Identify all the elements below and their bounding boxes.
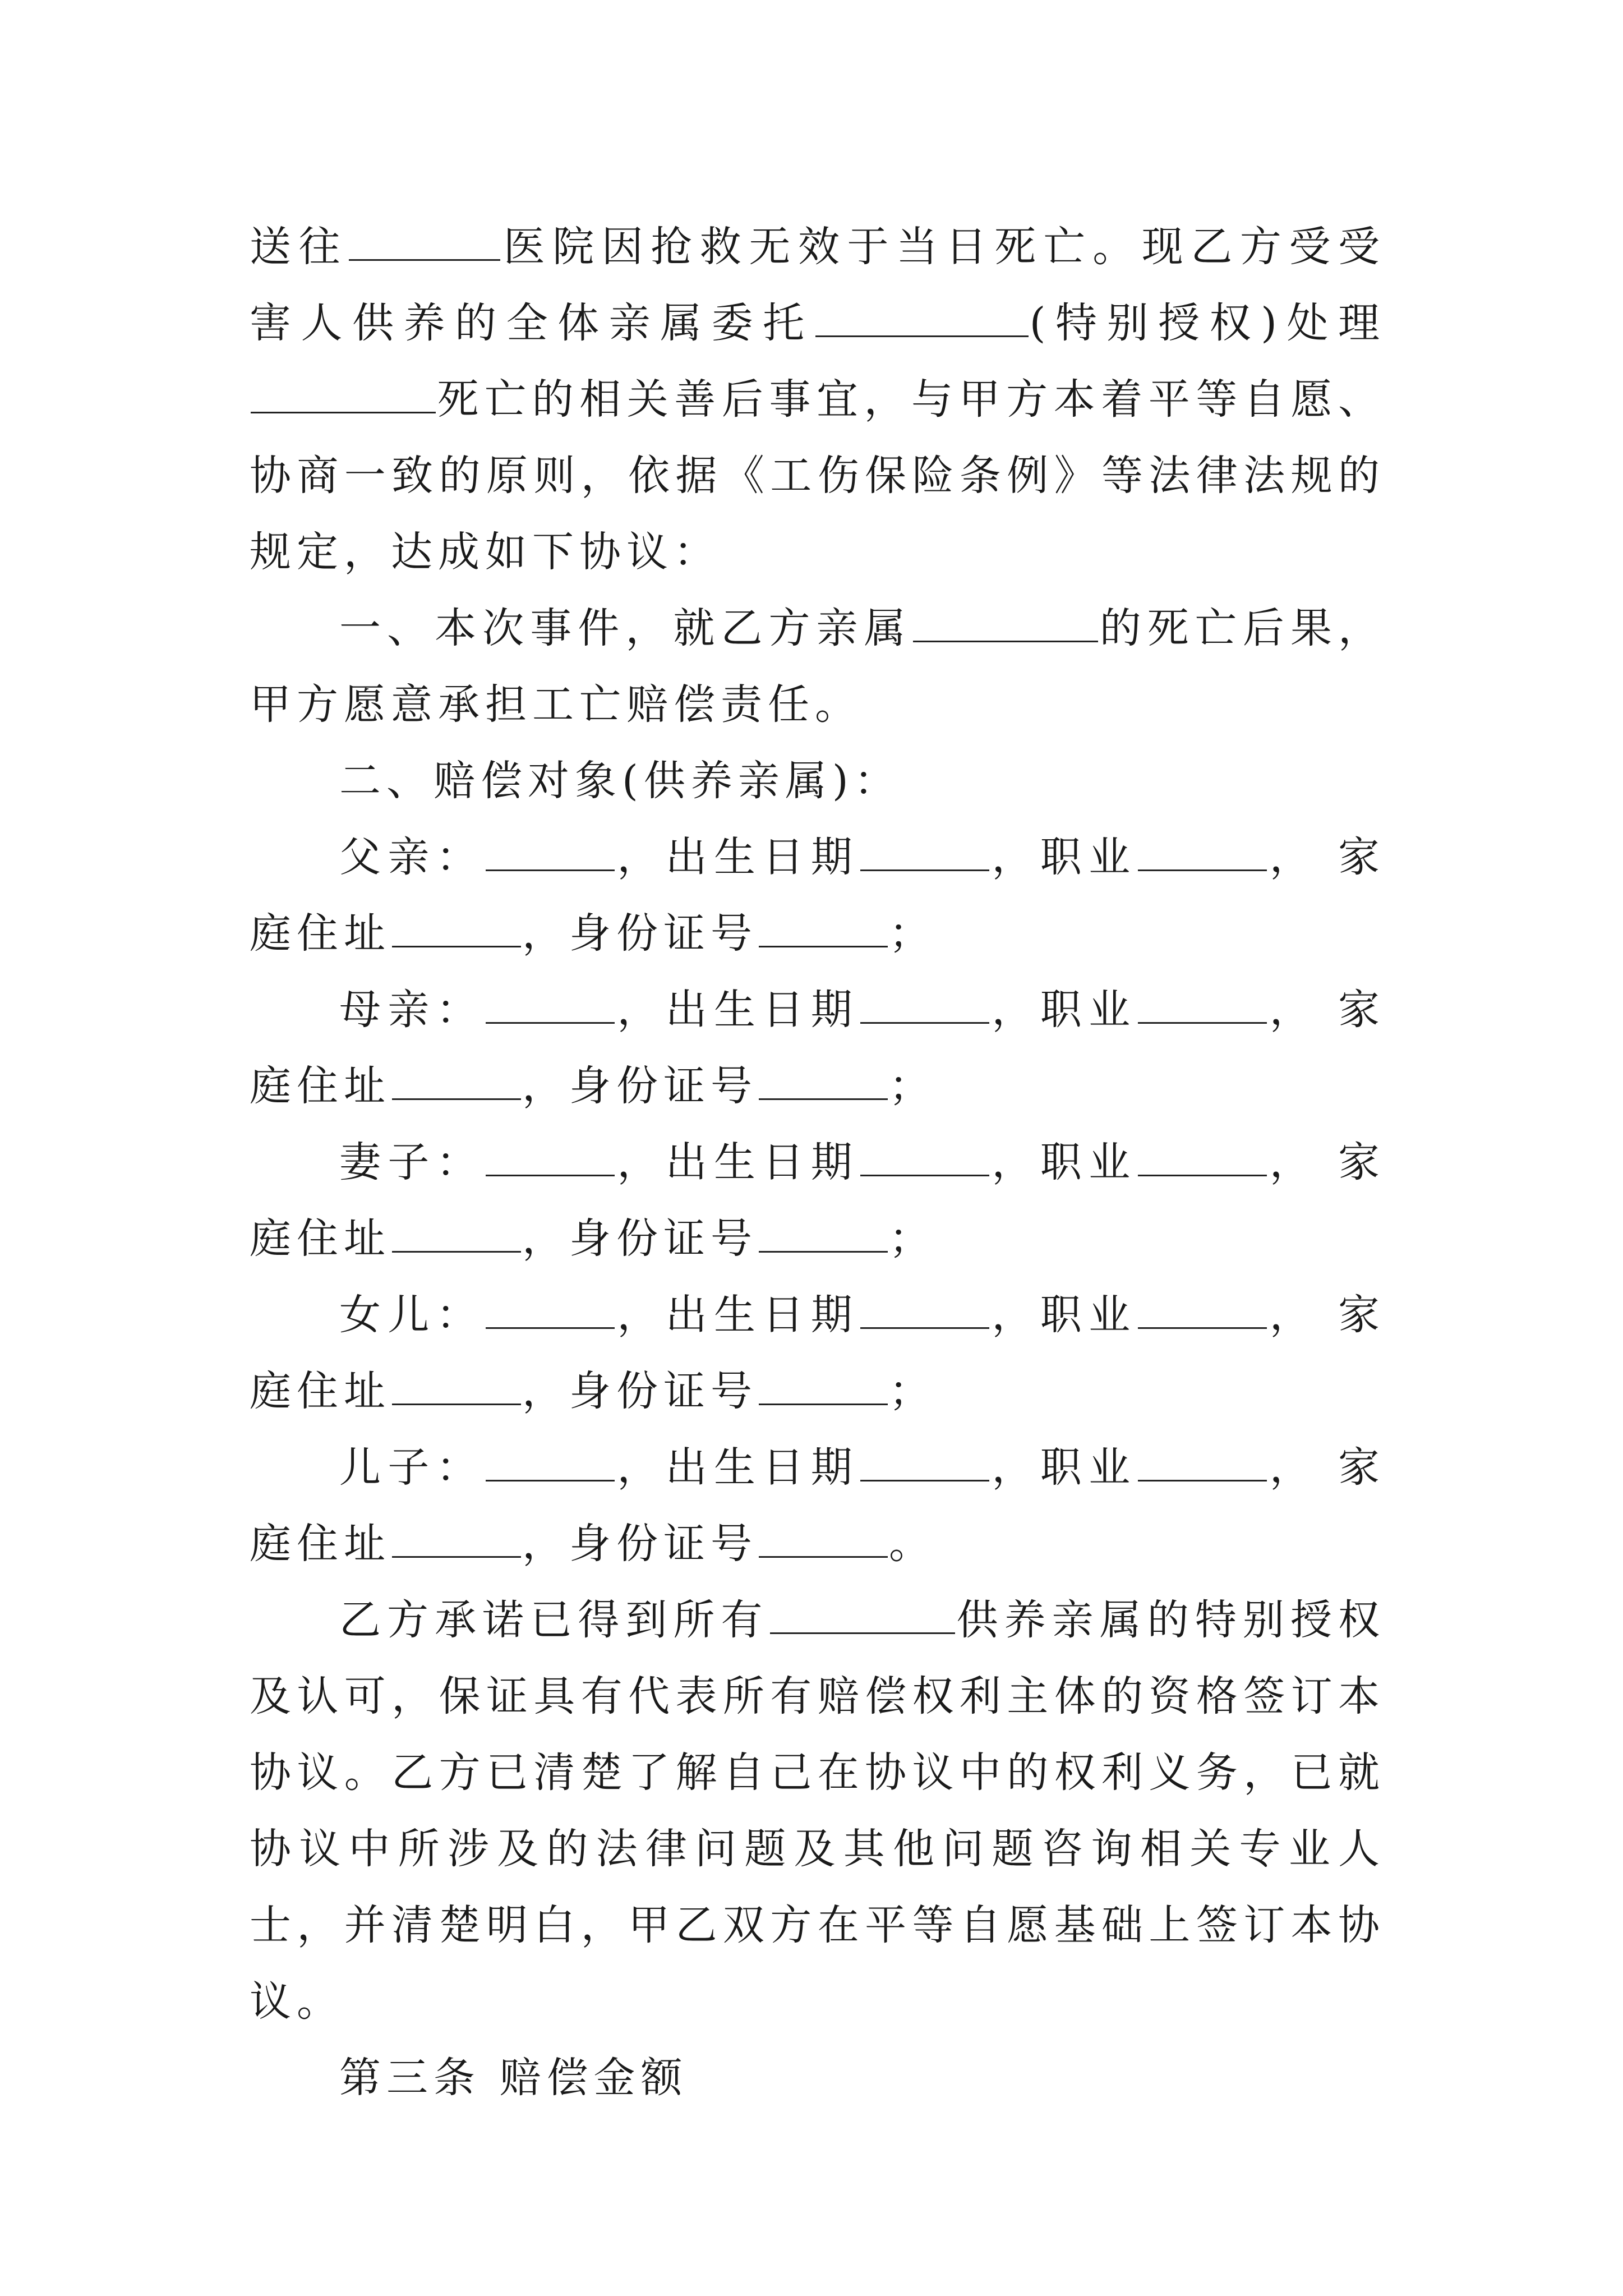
blank-agent [815, 302, 1029, 337]
text-run: ； [889, 909, 936, 958]
text-run: ，出生日期 [616, 986, 860, 1034]
blank-name [486, 988, 615, 1024]
text-run: ，身份证号 [522, 1367, 758, 1415]
relative-entry-wife [250, 1124, 1385, 1277]
blank-name [486, 1141, 615, 1176]
blank-name [486, 1294, 615, 1329]
blank-relatives [770, 1599, 955, 1634]
text-run: ，身份证号 [522, 1062, 758, 1110]
document-body [250, 209, 1385, 2116]
blank-name [486, 1446, 615, 1481]
blank-address [392, 1065, 521, 1100]
blank-address [392, 912, 521, 947]
relative-label: 母亲： [339, 986, 485, 1034]
text-run: ，身份证号 [522, 1214, 758, 1263]
blank-address [392, 1217, 521, 1253]
relative-entry-mother [250, 972, 1385, 1124]
blank-occupation [1138, 836, 1267, 871]
relative-entry-father [250, 819, 1385, 972]
text-run: ，职业 [990, 833, 1137, 881]
blank-id-number [759, 1370, 888, 1405]
blank-address [392, 1522, 521, 1558]
blank-birthdate [860, 1446, 989, 1481]
text-run: ， 家庭住址 [250, 833, 1386, 958]
text-run: ，职业 [990, 1443, 1137, 1492]
blank-hospital [349, 226, 500, 261]
relative-label: 女儿： [339, 1291, 485, 1339]
relative-label: 妻子： [339, 1138, 485, 1186]
relative-entry-daughter [250, 1277, 1385, 1429]
blank-address [392, 1370, 521, 1405]
text-run: 的死亡后果，甲方愿意承担工亡赔偿责任。 [250, 604, 1386, 729]
text-run: (特别授权)处理 [1029, 299, 1385, 347]
blank-id-number [759, 1217, 888, 1253]
text-run: ，职业 [990, 986, 1137, 1034]
section-heading-article-three: 第三条 赔偿金额 [339, 2054, 688, 2102]
text-run: ， 家庭住址 [250, 1291, 1386, 1415]
text-run: ； [889, 1062, 936, 1110]
text-run: 乙方承诺已得到所有 [339, 1596, 769, 1644]
blank-relative-name [913, 607, 1098, 642]
paragraph-item-two: 二、赔偿对象(供养亲属)： [339, 757, 901, 805]
text-run: ，出生日期 [616, 1291, 860, 1339]
text-run: ； [889, 1367, 936, 1415]
relative-label: 父亲： [339, 833, 485, 881]
blank-birthdate [860, 988, 989, 1024]
text-run: 一、本次事件，就乙方亲属 [339, 604, 912, 652]
blank-deceased-name [251, 378, 436, 413]
text-run: ，职业 [990, 1138, 1137, 1186]
text-run: 送往 [250, 223, 348, 271]
text-run: ， 家庭住址 [250, 1138, 1386, 1263]
blank-occupation [1138, 1141, 1267, 1176]
text-run: ； [889, 1214, 936, 1263]
text-run: 医院因抢救无效于当日死亡。现乙方受受害人供养的全体亲属委托 [250, 223, 1386, 347]
blank-occupation [1138, 1294, 1267, 1329]
relative-entry-son [250, 1429, 1385, 1582]
blank-birthdate [860, 836, 989, 871]
relative-label: 儿子： [339, 1443, 485, 1492]
blank-id-number [759, 912, 888, 947]
text-run: ，身份证号 [522, 909, 758, 958]
paragraph-item-one [250, 590, 1385, 743]
text-run: ，出生日期 [616, 1138, 860, 1186]
text-run: ，身份证号 [522, 1520, 758, 1568]
text-run: ， 家庭住址 [250, 1443, 1386, 1568]
blank-birthdate [860, 1141, 989, 1176]
blank-occupation [1138, 1446, 1267, 1481]
paragraph-intro [250, 209, 1385, 590]
text-run: ，出生日期 [616, 833, 860, 881]
blank-birthdate [860, 1294, 989, 1329]
blank-id-number [759, 1065, 888, 1100]
blank-id-number [759, 1522, 888, 1558]
text-run: ， 家庭住址 [250, 986, 1386, 1110]
paragraph-commitment [250, 1582, 1385, 2040]
text-run: 供养亲属的特别授权及认可，保证具有代表所有赔偿权利主体的资格签订本协议。乙方已清楚了解自己在协议中的权利义务，已就协议中所涉及的法律问题及其他问题咨询相关专业人士，并清楚明白，甲乙双方在平等自愿基础上签订本协议。 [250, 1596, 1385, 2026]
blank-name [486, 836, 615, 871]
text-run: 死亡的相关善后事宜，与甲方本着平等自愿、协商一致的原则，依据《工伤保险条例》等法律法规的规定，达成如下协议： [250, 375, 1385, 576]
text-run: ，职业 [990, 1291, 1137, 1339]
text-run: 。 [889, 1520, 936, 1568]
blank-occupation [1138, 988, 1267, 1024]
text-run: ，出生日期 [616, 1443, 860, 1492]
